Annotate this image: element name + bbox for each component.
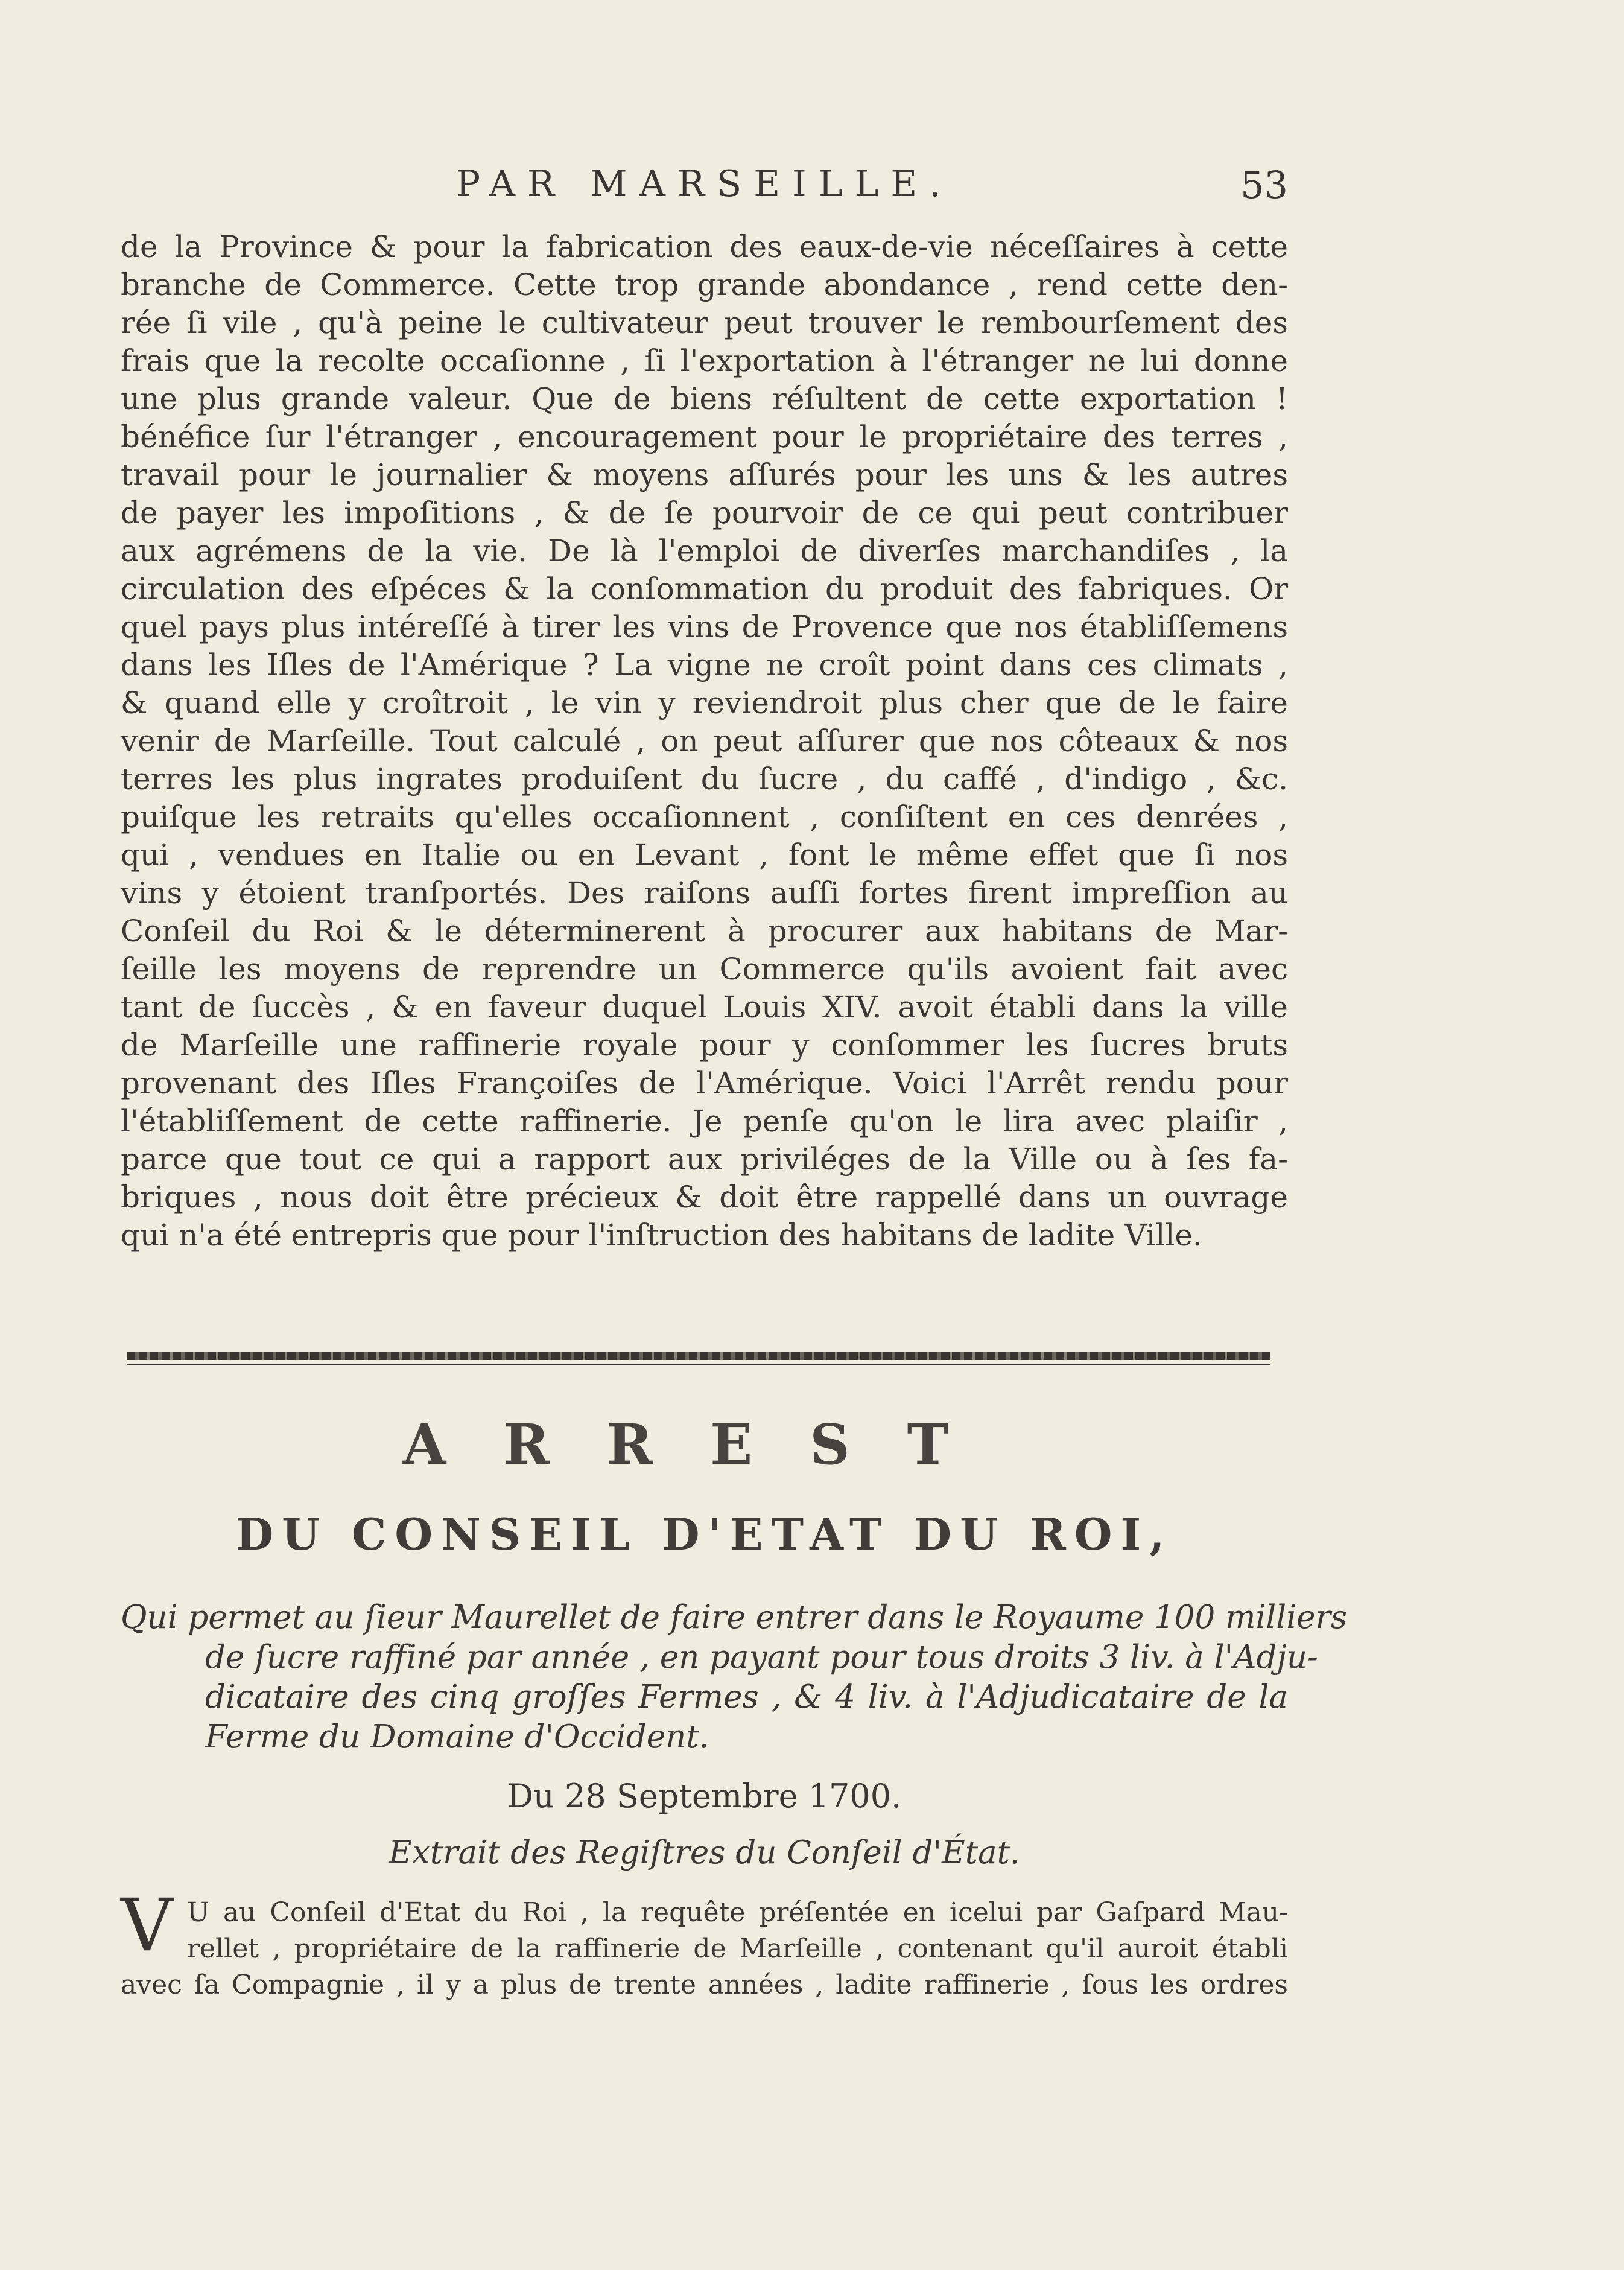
body-line: l'établiſſement de cette raffinerie. Je penſe qu'on le lira avec plaiſir , xyxy=(121,1104,1288,1139)
body-line: aux agrémens de la vie. De là l'emploi de diverſes marchandiſes , la xyxy=(121,533,1288,568)
decree-summary xyxy=(121,1598,1348,1757)
running-head xyxy=(121,163,1288,211)
body-line: ſeille les moyens de reprendre un Commerce qu'ils avoient fait avec xyxy=(121,952,1288,987)
body-line: de payer les impoſitions , & de ſe pourvoir de ce qui peut contribuer xyxy=(121,495,1288,530)
body-line: Conſeil du Roi & le déterminerent à procurer aux habitans de Mar- xyxy=(121,914,1288,949)
body-line: parce que tout ce qui a rapport aux priviléges de la Ville ou à ſes fa- xyxy=(121,1142,1288,1177)
extract-line: Extrait des Regiſtres du Conſeil d'État. xyxy=(389,1834,1020,1871)
decree-line: rellet , propriétaire de la raffinerie de Marſeille , contenant qu'il auroit établi xyxy=(187,1933,1288,1964)
body-line: provenant des Iſles Françoiſes de l'Amérique. Voici l'Arrêt rendu pour xyxy=(121,1066,1288,1101)
council-heading: DU CONSEIL D'ETAT DU ROI, xyxy=(235,1509,1173,1560)
body-line: qui n'a été entrepris que pour l'inſtruction des habitans de ladite Ville. xyxy=(121,1218,1202,1253)
body-line: tant de ſuccès , & en faveur duquel Louis XIV. avoit établi dans la ville xyxy=(121,990,1288,1025)
decree-line: avec ſa Compagnie , il y a plus de trente années , ladite raffinerie , ſous les ordres xyxy=(121,1970,1288,2000)
body-line: frais que la recolte occaſionne , ſi l'exportation à l'étranger ne lui donne xyxy=(121,343,1288,378)
body-line: venir de Marſeille. Tout calculé , on peut aſſurer que nos côteaux & nos xyxy=(121,723,1288,758)
body-line: branche de Commerce. Cette trop grande abondance , rend cette den- xyxy=(121,267,1288,302)
summary-line: de ſucre raffiné par année , en payant pour tous droits 3 liv. à l'Adju- xyxy=(205,1639,1318,1676)
body-line: de la Province & pour la fabrication des eaux-de-vie néceſſaires à cette xyxy=(121,229,1288,264)
body-line: briques , nous doit être précieux & doit être rappellé dans un ouvrage xyxy=(121,1180,1288,1215)
decree-date: Du 28 Septembre 1700. xyxy=(507,1777,902,1815)
body-line: qui , vendues en Italie ou en Levant , font le même effet que ſi nos xyxy=(121,838,1288,873)
body-line: terres les plus ingrates produiſent du ſucre , du caffé , d'indigo , &c. xyxy=(121,761,1288,796)
body-line: circulation des eſpéces & la conſommation du produit des fabriques. Or xyxy=(121,571,1288,606)
body-line: puiſque les retraits qu'elles occaſionnent , conſiſtent en ces denrées , xyxy=(121,800,1288,835)
decree-line: U au Conſeil d'Etat du Roi , la requête préſentée en icelui par Gaſpard Mau- xyxy=(187,1897,1288,1928)
body-line: quel pays plus intéreſſé à tirer les vins de Provence que nos établiſſemens xyxy=(121,609,1288,644)
page-number: 53 xyxy=(1240,163,1288,207)
drop-cap: V xyxy=(121,1884,173,1968)
ornament-band xyxy=(127,1352,1270,1360)
ornamental-rule xyxy=(127,1352,1270,1369)
ornament-thin-line xyxy=(127,1364,1270,1365)
body-line: vins y étoient tranſportés. Des raiſons auſſi fortes firent impreſſion au xyxy=(121,876,1288,911)
summary-line: Qui permet au ſieur Maurellet de faire entrer dans le Royaume 100 milliers xyxy=(121,1599,1348,1636)
summary-line: Ferme du Domaine d'Occident. xyxy=(205,1718,709,1755)
body-line: dans les Iſles de l'Amérique ? La vigne ne croît point dans ces climats , xyxy=(121,647,1288,682)
body-paragraph xyxy=(121,228,1288,1254)
body-line: de Marſeille une raffinerie royale pour y conſommer les ſucres bruts xyxy=(121,1028,1288,1063)
body-line: rée ſi vile , qu'à peine le cultivateur peut trouver le rembourſement des xyxy=(121,305,1288,340)
body-line: & quand elle y croîtroit , le vin y reviendroit plus cher que de le faire xyxy=(121,685,1288,720)
running-title: PAR MARSEILLE. xyxy=(455,163,953,205)
decree-text xyxy=(121,1884,1288,2003)
summary-line: dicataire des cinq groſſes Fermes , & 4 liv. à l'Adjudicataire de la xyxy=(205,1679,1288,1715)
body-line: travail pour le journalier & moyens aſſurés pour les uns & les autres xyxy=(121,457,1288,492)
body-line: bénéfice ſur l'étranger , encouragement pour le propriétaire des terres , xyxy=(121,419,1288,454)
arrest-heading: ARREST xyxy=(402,1412,1006,1477)
body-line: une plus grande valeur. Que de biens réſultent de cette exportation ! xyxy=(121,381,1288,416)
